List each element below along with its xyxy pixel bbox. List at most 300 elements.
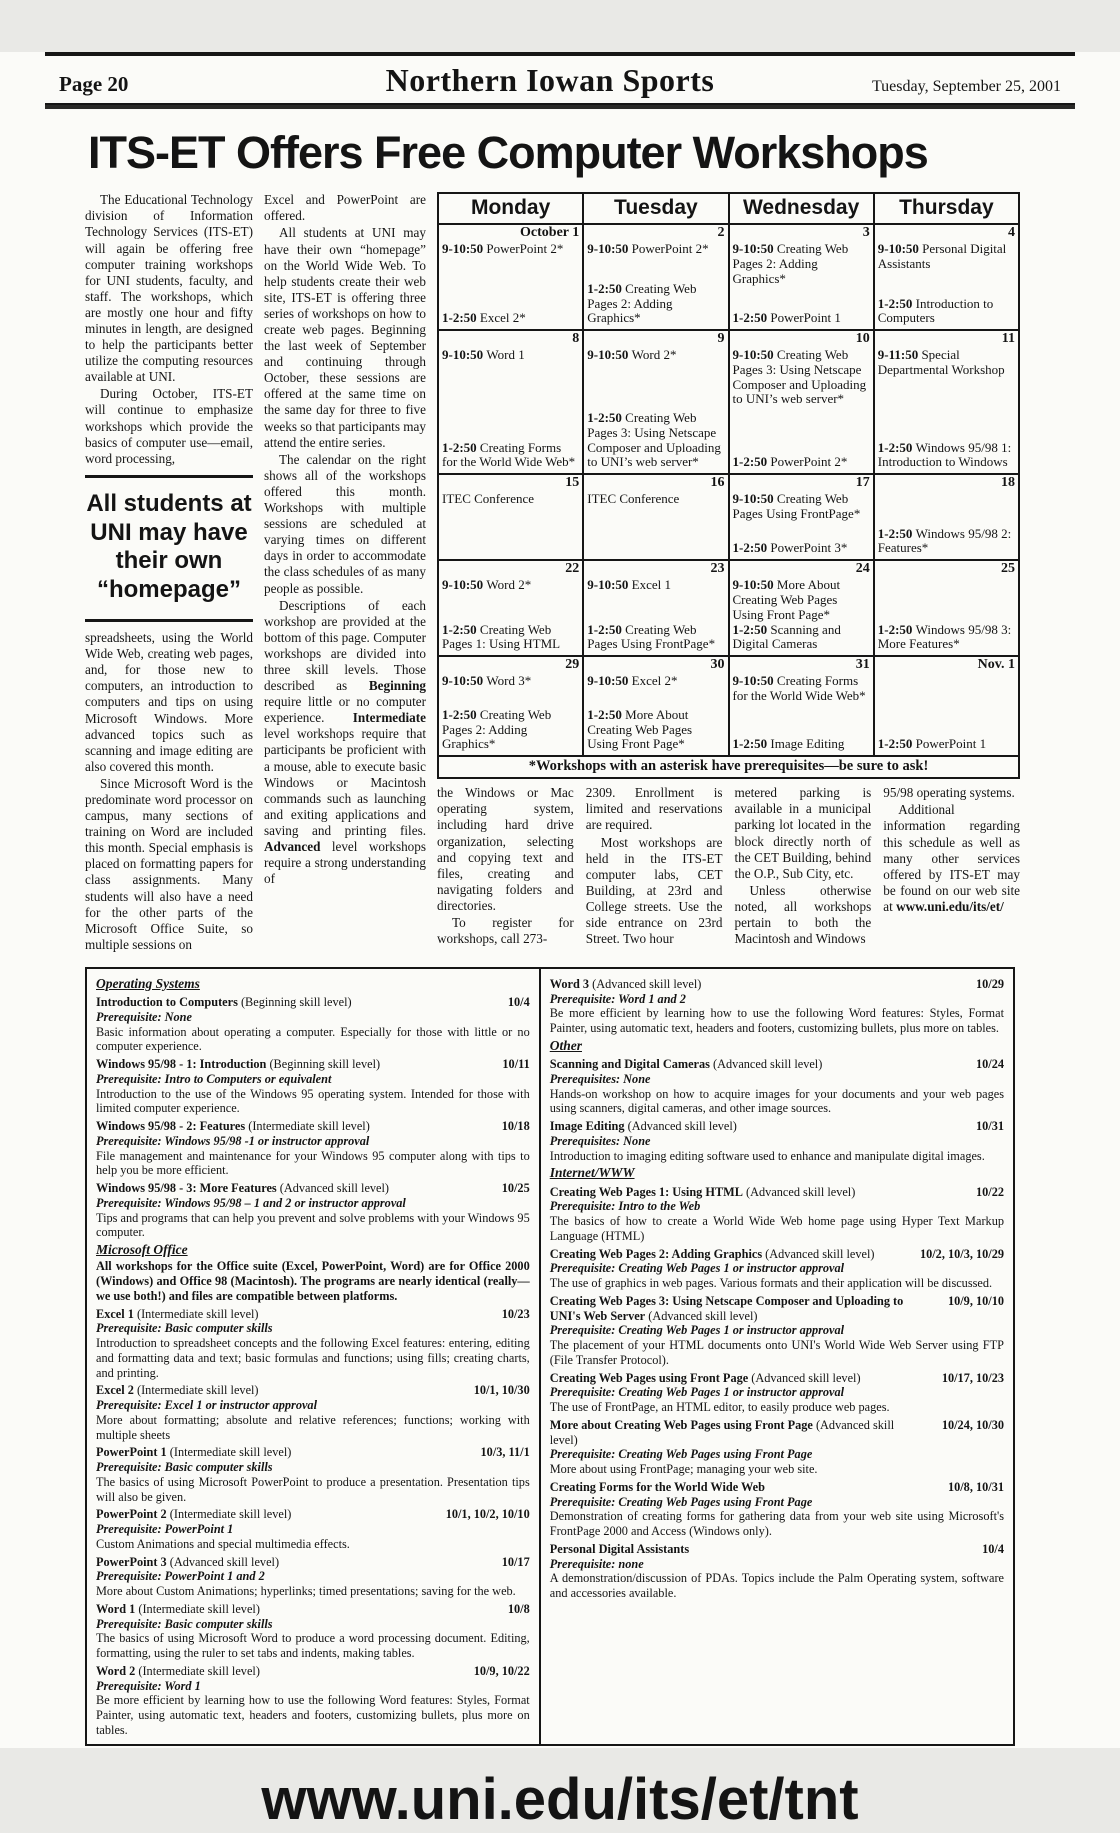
calendar-day-cell-content <box>439 561 582 655</box>
article-headline: ITS-ET Offers Free Computer Workshops <box>88 127 928 178</box>
workshop-item <box>550 1119 1004 1163</box>
calendar-event <box>587 492 724 507</box>
event-time: 1-2:50 <box>877 525 916 541</box>
calendar-day-cell <box>729 330 874 474</box>
workshop-name: Creating Forms for the World Wide Web <box>549 1479 765 1494</box>
text-run: To register for workshops, call 273- <box>437 915 574 947</box>
workshop-dates: 10/22 <box>975 1184 1004 1199</box>
calendar-date: 22 <box>565 561 580 577</box>
article-paragraph <box>586 835 723 948</box>
calendar-day-cell-content <box>584 475 727 559</box>
workshop-dates: 10/23 <box>501 1306 530 1321</box>
workshop-dates: 10/29 <box>975 976 1004 991</box>
event-title: Creating Web Pages 2: Adding Graphics* <box>587 280 697 326</box>
workshop-description: The basics of how to create a World Wide Web home page using Hyper Text Markup Language (HTML) <box>549 1214 1004 1243</box>
page-number: Page 20 <box>59 72 129 96</box>
calendar-event <box>733 455 870 470</box>
workshop-prerequisite: Prerequisite: PowerPoint 1 and 2 <box>96 1569 265 1584</box>
workshop-item <box>96 995 530 1054</box>
event-time: 9-10:50 <box>732 490 777 506</box>
calendar-event <box>442 578 579 593</box>
workshop-prerequisite: Prerequisite: Creating Web Pages using Front Page <box>549 1494 813 1509</box>
masthead-bottom-rule <box>45 103 1075 109</box>
workshop-prerequisite: Prerequisite: Intro to the Web <box>549 1199 701 1214</box>
calendar-event <box>878 348 1015 378</box>
workshop-dates: 10/8 <box>507 1601 530 1616</box>
calendar-date: 2 <box>717 225 725 241</box>
event-title: Word 2* <box>631 346 677 362</box>
calendar-area <box>437 192 1020 953</box>
calendar-event <box>442 441 579 471</box>
calendar-week-row <box>438 224 1019 330</box>
event-title: PowerPoint 1 <box>915 736 987 752</box>
workshop-description: Tips and programs that can help you prevent and solve problems with your Windows 95 computer. <box>96 1210 530 1240</box>
workshop-title-row <box>550 1371 1004 1386</box>
workshop-name: Introduction to Computers <box>96 995 238 1010</box>
event-time: 9-10:50 <box>732 240 777 256</box>
event-title: Creating Web Pages 2: Adding Graphics* <box>442 706 552 752</box>
text-run: level workshops require that participants be proficient with a mouse, able to execute basic Windows or Macintosh commands such as launching and exiting applications and saving and printing files. <box>264 726 426 838</box>
workshop-dates: 10/1, 10/2, 10/10 <box>445 1507 530 1522</box>
calendar-event <box>733 348 870 407</box>
workshop-title-row <box>96 1119 530 1134</box>
event-time: 9-10:50 <box>442 576 487 592</box>
text-run: the Windows or Mac operating system, including hard drive organization, selecting and copying text and files, creating and navigating folders and directories. <box>437 785 574 913</box>
article-column-1 <box>85 192 253 953</box>
event-title: PowerPoint 1 <box>770 310 841 326</box>
calendar-date: 30 <box>710 657 725 673</box>
calendar-event <box>587 708 724 752</box>
calendar-event <box>733 674 870 704</box>
workshop-title-row <box>550 977 1004 992</box>
workshop-description: Demonstration of creating forms for gathering data from your web site using Microsoft's FrontPage 2000 and Access (Windows only). <box>549 1509 1004 1539</box>
event-title: More About Creating Web Pages Using Front Page* <box>732 576 841 622</box>
workshop-dates: 10/2, 10/3, 10/29 <box>919 1246 1004 1261</box>
workshop-skill-level: (Beginning skill level) <box>266 1057 381 1072</box>
calendar-event <box>878 297 1015 327</box>
section-heading: Microsoft Office <box>96 1242 188 1258</box>
event-title: Windows 95/98 2: Features* <box>877 525 1012 556</box>
event-time: 9-10:50 <box>732 576 777 592</box>
workshop-prerequisite: Prerequisites: None <box>549 1133 651 1148</box>
text-run: Since Microsoft Word is the predominate word processor on campus, many sections of training on Word are included this month. Special emphasis is placed on formatting papers for class assignments. Many students will also have a need for the other parts of the Microsoft Office Suite, so multiple sessions on <box>85 775 253 952</box>
issue-date: Tuesday, September 25, 2001 <box>871 78 1061 95</box>
workshop-title-row <box>96 1383 530 1398</box>
workshop-skill-level: (Advanced skill level) <box>549 1417 895 1447</box>
calendar-day-cell-content <box>439 657 582 755</box>
event-time: 1-2:50 <box>877 295 916 311</box>
workshop-description: The use of FrontPage, an HTML editor, to easily produce web pages. <box>549 1400 890 1415</box>
calendar-day-cell <box>874 474 1019 560</box>
event-time: 1-2:50 <box>877 439 916 455</box>
calendar-day-cell <box>438 224 583 330</box>
calendar-day-cell <box>729 474 874 560</box>
descriptions-right-column <box>541 969 1013 1744</box>
section-heading: Internet/WWW <box>549 1165 635 1181</box>
continuation-column-2 <box>586 785 723 947</box>
event-time: 9-10:50 <box>442 346 487 362</box>
text-run: The calendar on the right shows all of the workshops offered this month. Workshops with multiple sessions are scheduled at varying times on different days in order to accommodate the class schedules of as many people as possible. <box>264 451 426 596</box>
workshop-description: A demonstration/discussion of PDAs. Topics include the Palm Operating system, software and accessories available. <box>549 1571 1004 1601</box>
calendar-event <box>587 242 724 257</box>
text-run: www.uni.edu/its/et/ <box>896 898 1004 914</box>
workshop-skill-level: (Intermediate skill level) <box>135 1663 260 1678</box>
workshop-item <box>550 1057 1004 1116</box>
calendar-event <box>442 708 579 752</box>
text-run: Most workshops are held in the ITS-ET computer labs, CET Building, at 23rd and College streets. Use the side entrance on 23rd Street. Two hour <box>585 834 723 947</box>
workshop-prerequisite: Prerequisite: Word 1 <box>96 1678 201 1693</box>
event-time: 1-2:50 <box>732 621 771 637</box>
workshop-name: Word 3 <box>549 976 590 991</box>
event-time: 1-2:50 <box>877 621 916 637</box>
event-title: Introduction to Computers <box>877 295 994 326</box>
event-time: 1-2:50 <box>732 310 771 326</box>
event-time: 1-2:50 <box>587 706 626 722</box>
workshop-description: More about formatting; absolute and relative references; functions; working with multiple sheets <box>96 1412 530 1442</box>
calendar-day-cell <box>583 474 728 560</box>
calendar-event <box>442 348 579 363</box>
calendar-day-cell-content <box>875 475 1018 559</box>
calendar-event <box>587 674 724 689</box>
event-title: Creating Web Pages 3: Using Netscape Composer and Uploading to UNI’s web server* <box>587 410 721 470</box>
event-time: 1-2:50 <box>877 736 916 752</box>
workshop-name: Excel 1 <box>96 1306 134 1321</box>
workshop-description: The placement of your HTML documents onto UNI's World Wide Web Server using FTP (File Transfer Protocol). <box>549 1338 1004 1367</box>
workshop-dates: 10/4 <box>982 1541 1004 1556</box>
workshop-title-row <box>96 1664 530 1679</box>
calendar-week-row <box>438 656 1019 756</box>
calendar-day-cell <box>583 560 728 656</box>
workshop-dates: 10/9, 10/22 <box>473 1663 530 1678</box>
event-title: Creating Web Pages Using FrontPage* <box>732 490 861 521</box>
article-paragraph <box>437 915 574 947</box>
calendar-day-header: Monday <box>438 193 583 224</box>
workshop-title-row <box>96 1307 530 1322</box>
workshop-item <box>550 1480 1004 1539</box>
workshop-item <box>550 1247 1004 1291</box>
workshop-dates: 10/3, 11/1 <box>480 1445 530 1460</box>
calendar-date: 31 <box>855 657 870 673</box>
workshop-skill-level: (Intermediate skill level) <box>166 1445 292 1460</box>
calendar-day-cell-content <box>730 331 873 473</box>
calendar-day-cell-content <box>875 561 1018 655</box>
event-title: Windows 95/98 3: More Features* <box>877 621 1012 652</box>
calendar-day-cell-content <box>875 225 1018 329</box>
article-paragraph <box>883 785 1020 801</box>
workshop-prerequisite: Prerequisite: Creating Web Pages 1 or instructor approval <box>549 1261 845 1276</box>
workshop-name: Windows 95/98 - 1: Introduction <box>96 1057 267 1072</box>
workshop-prerequisite: Prerequisite: Basic computer skills <box>96 1460 273 1475</box>
calendar-day-cell <box>729 656 874 756</box>
masthead-row <box>45 56 1075 103</box>
calendar-day-cell-content <box>730 475 873 559</box>
calendar-event <box>587 282 724 326</box>
workshop-title-row <box>96 1181 530 1196</box>
workshop-item <box>96 1445 530 1504</box>
descriptions-left-column <box>87 969 541 1744</box>
article-paragraph <box>735 883 872 947</box>
event-time: 9-10:50 <box>732 346 777 362</box>
article-paragraph <box>85 630 253 775</box>
workshop-description: Be more efficient by learning how to use the following Word features: Styles, Format Painter, using automatic text, headers and footers, customizing bullets, plus more on tables. <box>549 1006 1004 1036</box>
event-title: Creating Web Pages 3: Using Netscape Composer and Uploading to UNI’s web server* <box>732 346 867 407</box>
calendar-event <box>733 242 870 286</box>
pull-quote: All students at UNI may have their own “homepage” <box>85 475 253 622</box>
workshop-name: Creating Web Pages 1: Using HTML <box>549 1184 743 1199</box>
calendar-week-row <box>438 474 1019 560</box>
event-time: 1-2:50 <box>442 310 480 326</box>
section-heading: Operating Systems <box>96 975 200 991</box>
workshop-name: Word 2 <box>96 1663 136 1678</box>
workshop-name: Personal Digital Assistants <box>549 1541 690 1556</box>
workshop-prerequisite: Prerequisite: Basic computer skills <box>96 1321 273 1336</box>
workshop-skill-level: (Beginning skill level) <box>237 995 352 1010</box>
workshop-dates: 10/17 <box>501 1554 530 1569</box>
text-run: metered parking is available in a municipal parking lot located in the block directly north of the CET Building, behind the O.P., Sub City, etc. <box>734 785 872 881</box>
workshop-description: Introduction to spreadsheet concepts and the following Excel features: entering, editing and formatting data and text; basic formulas and functions; using fills; creating charts, and printing. <box>96 1336 530 1380</box>
article-paragraph <box>264 192 426 224</box>
calendar-week-row <box>438 560 1019 656</box>
calendar-date: 4 <box>1008 225 1015 241</box>
calendar-event <box>587 623 724 653</box>
event-title: Creating Forms for the World Wide Web* <box>442 439 576 470</box>
workshop-item <box>96 1307 530 1381</box>
workshop-prerequisite: Prerequisite: None <box>96 1009 192 1024</box>
workshop-title-row <box>96 1602 530 1617</box>
text-run: During October, ITS-ET will continue to emphasize workshops which provide the basics of computer use—email, word processing, <box>85 386 253 466</box>
event-title: PowerPoint 3* <box>770 540 848 556</box>
calendar-date: 10 <box>855 331 870 347</box>
article-paragraph <box>85 776 253 953</box>
workshop-skill-level: (Advanced skill level) <box>645 1308 758 1323</box>
calendar-event <box>878 737 1015 752</box>
col1-bottom-paragraphs <box>85 630 253 953</box>
workshop-description: The basics of using Microsoft Word to produce a word processing document. Editing, formatting, using the ruler to set tabs and indents, making tables. <box>96 1631 530 1661</box>
workshop-dates: 10/4 <box>507 995 530 1010</box>
calendar-day-cell-content <box>439 331 582 473</box>
workshop-name: Creating Web Pages using Front Page <box>549 1370 749 1385</box>
calendar-footnote: *Workshops with an asterisk have prerequisites—be sure to ask! <box>437 757 1020 779</box>
workshop-prerequisite: Prerequisite: Excel 1 or instructor approval <box>96 1398 318 1413</box>
workshop-description: File management and maintenance for your Windows 95 computer along with tips to help you be more efficient. <box>96 1148 530 1178</box>
workshop-calendar <box>437 192 1020 757</box>
calendar-event <box>442 242 579 257</box>
workshop-name: Windows 95/98 - 2: Features <box>96 1119 246 1134</box>
event-time: 1-2:50 <box>587 621 626 637</box>
calendar-day-cell <box>583 656 728 756</box>
calendar-day-cell-content <box>730 657 873 755</box>
article-paragraph <box>735 785 872 882</box>
article-paragraph <box>437 785 574 914</box>
event-time: 9-10:50 <box>587 576 632 592</box>
calendar-date: 9 <box>717 331 725 347</box>
workshop-item <box>550 1371 1004 1415</box>
calendar-day-cell-content <box>439 475 582 559</box>
event-time: 1-2:50 <box>587 410 626 425</box>
calendar-event <box>878 242 1015 272</box>
workshop-prerequisite: Prerequisites: None <box>549 1071 651 1086</box>
section-note: All workshops for the Office suite (Excel, PowerPoint, Word) are for Office 2000 (Windows) and Office 98 (Macintosh). The programs are nearly identical (really—we use both!) and files are compatible between platforms. <box>96 1259 530 1303</box>
event-time: 9-10:50 <box>587 672 632 688</box>
article-paragraph <box>264 598 426 888</box>
calendar-day-cell-content <box>730 561 873 655</box>
continuation-column-4 <box>883 785 1020 947</box>
calendar-date: October 1 <box>520 225 580 241</box>
calendar-event <box>733 492 870 522</box>
workshop-skill-level: (Intermediate skill level) <box>166 1507 292 1522</box>
calendar-day-cell-content <box>584 561 727 655</box>
workshop-description: Be more efficient by learning how to use the following Word features: Styles, Format Painter, using automatic text, headers and footers, customizing bullets, plus more on tables. <box>96 1693 530 1737</box>
article-body <box>85 192 1020 953</box>
workshop-item <box>96 1602 530 1661</box>
article-continuation-columns <box>437 785 1020 947</box>
workshop-skill-level: (Advanced skill level) <box>742 1184 856 1199</box>
event-time: 9-10:50 <box>877 240 923 256</box>
calendar-day-cell <box>874 330 1019 474</box>
workshop-name: More about Creating Web Pages using Front Page <box>549 1417 813 1432</box>
calendar-event <box>587 578 724 593</box>
calendar-event <box>878 527 1015 557</box>
text-run: 2309. Enrollment is limited and reservations are required. <box>585 785 723 833</box>
event-title: Excel 2* <box>631 672 678 688</box>
event-time: 9-10:50 <box>442 240 487 256</box>
article-paragraph <box>85 192 253 385</box>
event-title: Creating Web Pages 2: Adding Graphics* <box>732 240 849 286</box>
calendar-day-header: Thursday <box>874 193 1019 224</box>
workshop-item <box>96 1119 530 1178</box>
workshop-prerequisite: Prerequisite: Windows 95/98 – 1 and 2 or instructor approval <box>96 1195 406 1210</box>
event-title: PowerPoint 2* <box>631 240 709 256</box>
workshop-description: Custom Animations and special multimedia effects. <box>96 1536 350 1551</box>
calendar-event <box>442 674 579 689</box>
event-title: Creating Web Pages Using FrontPage* <box>587 621 716 652</box>
workshop-skill-level: (Advanced skill level) <box>589 976 702 991</box>
workshop-skill-level: (Advanced skill level) <box>709 1057 823 1072</box>
calendar-day-cell-content <box>875 657 1018 755</box>
calendar-date: 11 <box>1001 331 1015 347</box>
article-paragraph <box>85 386 253 466</box>
calendar-date: Nov. 1 <box>977 657 1015 673</box>
workshop-prerequisite: Prerequisite: Word 1 and 2 <box>549 991 686 1006</box>
calendar-day-cell-content <box>875 331 1018 473</box>
workshop-prerequisite: Prerequisite: Creating Web Pages 1 or instructor approval <box>549 1385 845 1400</box>
workshop-title-row <box>550 1057 1004 1072</box>
workshop-prerequisite: Prerequisite: Creating Web Pages using Front Page <box>549 1447 813 1462</box>
event-time: 9-10:50 <box>732 672 777 688</box>
event-title: Image Editing <box>770 736 845 752</box>
continuation-column-3 <box>735 785 872 947</box>
calendar-date: 15 <box>565 475 580 491</box>
workshop-prerequisite: Prerequisite: none <box>549 1556 644 1571</box>
calendar-date: 16 <box>710 475 725 491</box>
calendar-event <box>733 541 870 556</box>
workshop-name: PowerPoint 3 <box>96 1554 167 1569</box>
event-title: Scanning and Digital Cameras <box>732 621 841 652</box>
workshop-item <box>96 1507 530 1551</box>
event-title: ITEC Conference <box>442 490 535 506</box>
workshop-title-row <box>550 1185 1004 1200</box>
calendar-day-cell <box>874 560 1019 656</box>
workshop-title-row <box>96 995 530 1010</box>
workshop-prerequisite: Prerequisite: PowerPoint 1 <box>96 1522 234 1537</box>
event-title: Creating Forms for the World Wide Web* <box>732 672 866 703</box>
workshop-name: Creating Web Pages 2: Adding Graphics <box>549 1246 763 1261</box>
calendar-day-cell-content <box>584 657 727 755</box>
workshop-title-row <box>550 1418 1004 1448</box>
workshop-dates: 10/31 <box>975 1119 1004 1134</box>
text-run: Beginning <box>368 678 426 694</box>
event-title: Word 1 <box>486 346 525 362</box>
workshop-name: Word 1 <box>96 1601 136 1616</box>
workshop-name: Scanning and Digital Cameras <box>549 1057 710 1072</box>
text-run: Additional information regarding this schedule as well as many other services offered by ITS-ET may be found on our web site at <box>883 802 1020 914</box>
workshop-dates: 10/18 <box>501 1119 530 1134</box>
calendar-day-cell-content <box>584 331 727 473</box>
workshop-description: More about using FrontPage; managing your web site. <box>549 1462 818 1477</box>
workshop-skill-level: (Intermediate skill level) <box>133 1383 259 1398</box>
workshop-title-row <box>550 1119 1004 1134</box>
text-run: All students at UNI may have their own “homepage” on the World Wide Web. To help students create their web site, ITS-ET is offering three series of workshops on how to create web pages. Beginning the last week of September and continuing through October, these sessions are offered at the same time on the same day for three to five weeks so that participants may attend the entire series. <box>264 225 426 450</box>
text-run: Descriptions of each workshop are provided at the bottom of this page. Computer workshops are divided into three skill levels. Those described as <box>264 597 426 694</box>
col1-top-paragraphs <box>85 192 253 467</box>
workshop-description: Introduction to the use of the Windows 95 operating system. Intended for those with limited computer experience. <box>96 1086 530 1116</box>
workshop-description: The use of graphics in web pages. Various formats and their application will be discussed. <box>549 1276 993 1291</box>
workshop-description: Introduction to imaging editing software used to enhance and manipulate digital images. <box>549 1148 985 1163</box>
newspaper-title: Northern Iowan Sports <box>385 62 715 98</box>
calendar-date: 24 <box>855 561 870 577</box>
calendar-day-cell <box>438 656 583 756</box>
calendar-day-cell <box>583 330 728 474</box>
calendar-event <box>878 441 1015 471</box>
workshop-title-row <box>550 1480 1004 1495</box>
workshop-description: Hands-on workshop on how to acquire images for your documents and your web pages using scanners, digital cameras, and other image sources. <box>549 1086 1004 1116</box>
workshop-prerequisite: Prerequisite: Intro to Computers or equivalent <box>96 1071 332 1086</box>
article-paragraph <box>883 802 1020 915</box>
calendar-event <box>733 737 870 752</box>
event-time: 9-10:50 <box>587 346 632 362</box>
calendar-date: 23 <box>710 561 725 577</box>
event-title: PowerPoint 2* <box>486 240 564 256</box>
calendar-day-cell <box>583 224 728 330</box>
article-paragraph <box>586 785 723 833</box>
workshop-item <box>550 977 1004 1036</box>
workshop-title-row <box>96 1555 530 1570</box>
text-run: The Educational Technology division of Information Technology Services (ITS-ET) will again be offering free computer training workshops for UNI students, faculty, and staff. The workshops, which are mostly one hour and fifty minutes in length, are designed to help the participants better utilize the computing resources available at UNI. <box>85 192 253 385</box>
workshop-skill-level: (Intermediate skill level) <box>133 1306 259 1321</box>
workshop-title-row <box>550 1247 1004 1262</box>
workshop-prerequisite: Prerequisite: Basic computer skills <box>96 1616 273 1631</box>
calendar-day-cell-content <box>584 225 727 329</box>
article-paragraph <box>264 452 426 597</box>
workshop-skill-level: (Advanced skill level) <box>166 1554 280 1569</box>
workshop-item <box>550 1185 1004 1244</box>
event-time: 9-11:50 <box>877 346 922 362</box>
event-title: ITEC Conference <box>587 490 680 506</box>
workshop-description: Basic information about operating a computer. Especially for those with little or no computer experience. <box>96 1024 530 1054</box>
calendar-event <box>442 492 579 507</box>
calendar-event <box>587 411 724 470</box>
text-run: require little or no computer experience. <box>264 694 426 726</box>
workshop-dates: 10/17, 10/23 <box>941 1370 1004 1385</box>
continuation-column-1 <box>437 785 574 947</box>
text-run: Intermediate <box>352 710 426 726</box>
calendar-date: 25 <box>1001 561 1015 577</box>
event-time: 1-2:50 <box>442 439 480 455</box>
event-title: Excel 2* <box>479 310 526 326</box>
calendar-event <box>733 311 870 326</box>
calendar-day-cell <box>438 560 583 656</box>
calendar-event <box>733 578 870 622</box>
